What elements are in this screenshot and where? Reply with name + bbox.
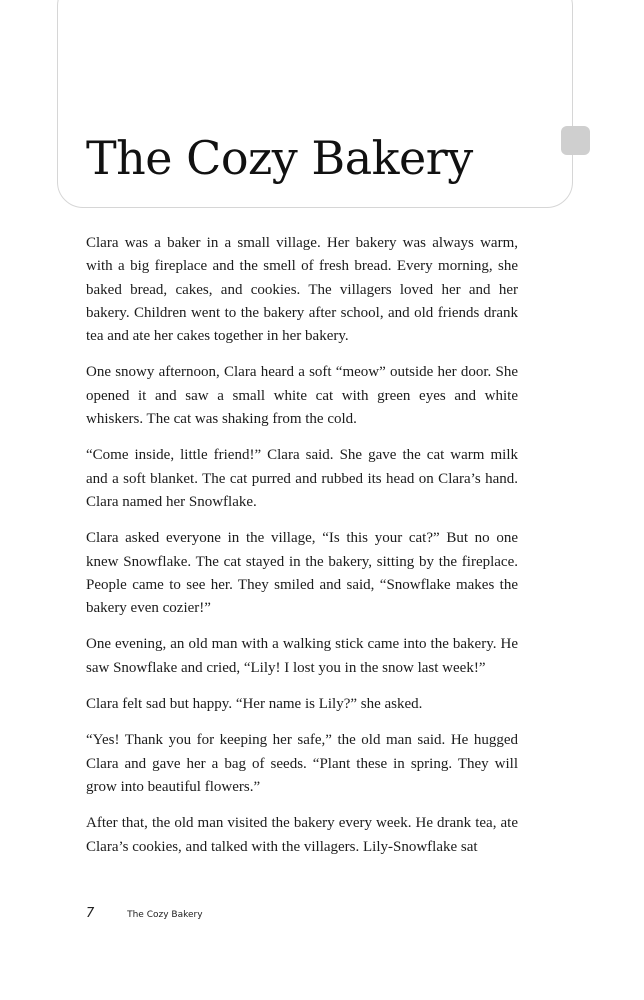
story-paragraph: One snowy afternoon, Clara heard a soft “meow” outside her door. She opened it and saw a small white cat with green eyes and white whiskers. The cat was shaking from the cold. bbox=[86, 364, 518, 428]
page-footer bbox=[86, 902, 203, 921]
page-title: The Cozy Bakery bbox=[86, 131, 473, 185]
story-paragraph: Clara asked everyone in the village, “Is this your cat?” But no one knew Snowflake. The cat stayed in the bakery, sitting by the fireplace. People came to see her. They smiled and said, “Snowflake makes the bakery even cozier!” bbox=[86, 530, 518, 617]
story-paragraph: After that, the old man visited the bakery every week. He drank tea, ate Clara’s cookies, and talked with the villagers. Lily-Snowflake sat bbox=[86, 815, 518, 855]
story-paragraph: Clara felt sad but happy. “Her name is Lily?” she asked. bbox=[86, 696, 423, 713]
story-paragraph: “Come inside, little friend!” Clara said. She gave the cat warm milk and a soft blanket. The cat purred and rubbed its head on Clara’s hand. Clara named her Snowflake. bbox=[86, 447, 518, 510]
story-paragraph: Clara was a baker in a small village. Her bakery was always warm, with a big fireplace and the smell of fresh bread. Every morning, she baked bread, cakes, and cookies. The villagers loved her and her bakery. Children went to the bakery after school, and old friends drank tea and ate her cakes together in her bakery. bbox=[86, 235, 518, 345]
bookmark-tab[interactable] bbox=[561, 126, 590, 155]
story-body bbox=[86, 232, 518, 872]
story-paragraph: “Yes! Thank you for keeping her safe,” the old man said. He hugged Clara and gave her a bag of seeds. “Plant these in spring. They will grow into beautiful flowers.” bbox=[86, 732, 518, 795]
story-paragraph: One evening, an old man with a walking stick came into the bakery. He saw Snowflake and cried, “Lily! I lost you in the snow last week!” bbox=[86, 636, 518, 676]
page-number: 7 bbox=[86, 906, 95, 921]
running-title: The Cozy Bakery bbox=[127, 910, 203, 920]
